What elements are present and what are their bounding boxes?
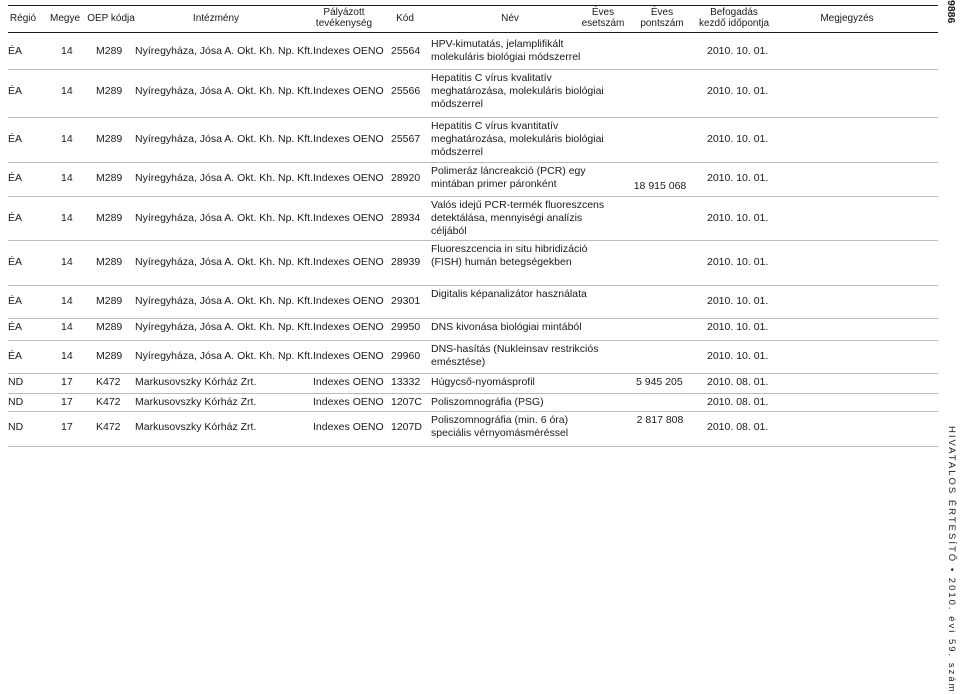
page-number: 9886 — [945, 0, 957, 24]
header-eves-esetszam-line2: esetszám — [581, 18, 625, 29]
row-2-intezmeny: Nyíregyháza, Jósa A. Okt. Kh. Np. Kft. — [135, 133, 313, 145]
row-6-kod: 29301 — [391, 294, 421, 307]
row-8-oep: M289 — [96, 349, 123, 362]
publication-title: HIVATALOS ÉRTESÍTŐ • 2010. évi 59. szám — [946, 426, 957, 694]
row-5-kod: 28939 — [391, 256, 421, 268]
header-oep-kodja: OEP kódja — [87, 13, 135, 24]
row-10-kod: 1207C — [391, 396, 422, 408]
header-rule-bottom — [8, 32, 938, 33]
header-megye: Megye — [49, 13, 80, 24]
row-7-datum: 2010. 10. 01. — [707, 321, 769, 333]
row-4-megye: 14 — [61, 212, 73, 224]
row-1-tevekenyseg: Indexes OENO — [313, 85, 384, 97]
row-3-kod: 28920 — [391, 171, 421, 184]
header-eves-pontszam — [634, 7, 690, 29]
row-9-rule — [8, 393, 938, 394]
row-4-kod: 28934 — [391, 212, 421, 224]
row-1-oep: M289 — [96, 85, 123, 97]
row-5-tevekenyseg: Indexes OENO — [313, 256, 384, 268]
header-nev: Név — [501, 13, 519, 24]
row-6-oep: M289 — [96, 294, 123, 307]
row-1-regio: ÉA — [8, 85, 23, 97]
row-11-regio: ND — [8, 420, 24, 433]
row-2-datum: 2010. 10. 01. — [707, 133, 769, 145]
row-0-megye: 14 — [61, 44, 73, 57]
row-1-datum: 2010. 10. 01. — [707, 85, 769, 97]
header-befogadas-line1: Befogadás — [710, 7, 758, 18]
row-3-rule — [8, 196, 938, 197]
row-11-datum: 2010. 08. 01. — [707, 420, 769, 433]
row-1-rule — [8, 117, 938, 118]
row-3-intezmeny: Nyíregyháza, Jósa A. Okt. Kh. Np. Kft. — [135, 171, 313, 184]
row-3-megye: 14 — [61, 171, 73, 184]
header-megjegyzes: Megjegyzés — [820, 13, 874, 24]
row-0-oep: M289 — [96, 44, 123, 57]
row-9-tevekenyseg: Indexes OENO — [313, 376, 384, 388]
row-7-intezmeny: Nyíregyháza, Jósa A. Okt. Kh. Np. Kft. — [135, 321, 313, 333]
row-9-nev: Húgycső-nyomásprofil — [431, 376, 535, 388]
row-1-nev: Hepatitis C vírus kvalitatív meghatározása, molekuláris biológiai módszerrel — [431, 72, 604, 110]
merged-pontszam-group1: 18 915 068 — [633, 180, 687, 192]
row-7-tevekenyseg: Indexes OENO — [313, 321, 384, 333]
row-7-nev: DNS kivonása biológiai mintából — [431, 321, 582, 333]
row-10-nev: Poliszomnográfia (PSG) — [431, 396, 544, 408]
row-1-megye: 14 — [61, 85, 73, 97]
row-11-kod: 1207D — [391, 420, 422, 433]
row-8-tevekenyseg: Indexes OENO — [313, 349, 384, 362]
row-5-oep: M289 — [96, 256, 123, 268]
header-palyazott-line2: tevékenység — [315, 18, 373, 29]
header-kod: Kód — [396, 13, 414, 24]
row-10-intezmeny: Markusovszky Kórház Zrt. — [135, 396, 257, 408]
row-0-rule — [8, 69, 938, 70]
row-8-megye: 14 — [61, 349, 73, 362]
row-4-regio: ÉA — [8, 212, 23, 224]
row-10-regio: ND — [8, 396, 24, 408]
row-5-datum: 2010. 10. 01. — [707, 256, 769, 268]
row-1-intezmeny: Nyíregyháza, Jósa A. Okt. Kh. Np. Kft. — [135, 85, 313, 97]
row-11-intezmeny: Markusovszky Kórház Zrt. — [135, 420, 257, 433]
row-2-megye: 14 — [61, 133, 73, 145]
row-7-regio: ÉA — [8, 321, 23, 333]
row-2-nev: Hepatitis C vírus kvantitatív meghatározása, molekuláris biológiai módszerrel — [431, 120, 604, 158]
header-eves-pontszam-line1: Éves — [650, 7, 674, 18]
header-befogadas — [694, 7, 774, 29]
merged-pontszam-group2: 2 817 808 — [636, 414, 684, 426]
row-9-kod: 13332 — [391, 376, 421, 388]
row-9-oep: K472 — [96, 376, 121, 388]
row-3-oep: M289 — [96, 171, 123, 184]
row-10-oep: K472 — [96, 396, 121, 408]
header-befogadas-line2: kezdő időpontja — [698, 18, 770, 29]
row-4-tevekenyseg: Indexes OENO — [313, 212, 384, 224]
row-8-rule — [8, 373, 938, 374]
row-3-datum: 2010. 10. 01. — [707, 171, 769, 184]
row-4-datum: 2010. 10. 01. — [707, 212, 769, 224]
row-9-datum: 2010. 08. 01. — [707, 376, 769, 388]
row-9-megye: 17 — [61, 376, 73, 388]
row-11-nev: Poliszomnográfia (min. 6 óra) speciális vérnyomásméréssel — [431, 414, 569, 439]
row-9-pontszam: 5 945 205 — [636, 376, 683, 388]
header-eves-pontszam-line2: pontszám — [640, 18, 684, 29]
row-7-megye: 14 — [61, 321, 73, 333]
row-4-rule — [8, 240, 938, 241]
row-8-intezmeny: Nyíregyháza, Jósa A. Okt. Kh. Np. Kft. — [135, 349, 313, 362]
row-11-rule — [8, 446, 938, 447]
row-2-rule — [8, 162, 938, 163]
row-5-nev: Fluoreszcencia in situ hibridizáció (FISH) humán betegségekben — [431, 243, 588, 268]
row-6-intezmeny: Nyíregyháza, Jósa A. Okt. Kh. Np. Kft. — [135, 294, 313, 307]
header-palyazott-tevekenyseg — [304, 7, 384, 29]
row-5-rule — [8, 285, 938, 286]
row-8-nev: DNS-hasítás (Nukleinsav restrikciós emésztése) — [431, 343, 599, 368]
row-2-oep: M289 — [96, 133, 123, 145]
header-eves-esetszam — [578, 7, 628, 29]
row-8-datum: 2010. 10. 01. — [707, 349, 769, 362]
row-6-regio: ÉA — [8, 294, 23, 307]
row-0-regio: ÉA — [8, 44, 23, 57]
row-10-megye: 17 — [61, 396, 73, 408]
header-intezmeny: Intézmény — [192, 13, 240, 24]
row-6-tevekenyseg: Indexes OENO — [313, 294, 384, 307]
row-7-kod: 29950 — [391, 321, 421, 333]
row-3-regio: ÉA — [8, 171, 23, 184]
header-palyazott-line1: Pályázott — [323, 7, 365, 18]
row-5-regio: ÉA — [8, 256, 23, 268]
row-11-megye: 17 — [61, 420, 73, 433]
row-3-nev: Polimeráz láncreakció (PCR) egy mintában primer páronként — [431, 165, 586, 190]
header-rule-top — [8, 5, 938, 6]
row-4-nev: Valós idejű PCR-termék fluoreszcens detektálása, mennyiségi analízis céljából — [431, 199, 605, 237]
header-eves-esetszam-line1: Éves — [591, 7, 615, 18]
row-9-regio: ND — [8, 376, 24, 388]
row-5-intezmeny: Nyíregyháza, Jósa A. Okt. Kh. Np. Kft. — [135, 256, 313, 268]
row-0-intezmeny: Nyíregyháza, Jósa A. Okt. Kh. Np. Kft. — [135, 44, 313, 57]
row-5-megye: 14 — [61, 256, 73, 268]
row-0-tevekenyseg: Indexes OENO — [313, 44, 384, 57]
row-9-intezmeny: Markusovszky Kórház Zrt. — [135, 376, 257, 388]
row-7-rule — [8, 340, 938, 341]
row-3-tevekenyseg: Indexes OENO — [313, 171, 384, 184]
row-0-datum: 2010. 10. 01. — [707, 44, 769, 57]
row-2-kod: 25567 — [391, 133, 421, 145]
row-11-oep: K472 — [96, 420, 121, 433]
header-regio: Régió — [9, 13, 37, 24]
row-10-rule — [8, 411, 938, 412]
row-8-kod: 29960 — [391, 349, 421, 362]
row-10-tevekenyseg: Indexes OENO — [313, 396, 384, 408]
row-2-regio: ÉA — [8, 133, 23, 145]
row-6-rule — [8, 318, 938, 319]
row-6-nev: Digitalis képanalizátor használata — [431, 288, 587, 300]
row-0-nev: HPV-kimutatás, jelamplifikált molekuláris biológiai módszerrel — [431, 38, 581, 63]
row-6-megye: 14 — [61, 294, 73, 307]
row-11-tevekenyseg: Indexes OENO — [313, 420, 384, 433]
row-2-tevekenyseg: Indexes OENO — [313, 133, 384, 145]
row-6-datum: 2010. 10. 01. — [707, 294, 769, 307]
row-7-oep: M289 — [96, 321, 123, 333]
row-4-intezmeny: Nyíregyháza, Jósa A. Okt. Kh. Np. Kft. — [135, 212, 313, 224]
row-4-oep: M289 — [96, 212, 123, 224]
row-1-kod: 25566 — [391, 85, 421, 97]
row-0-kod: 25564 — [391, 44, 421, 57]
row-10-datum: 2010. 08. 01. — [707, 396, 769, 408]
row-8-regio: ÉA — [8, 349, 23, 362]
